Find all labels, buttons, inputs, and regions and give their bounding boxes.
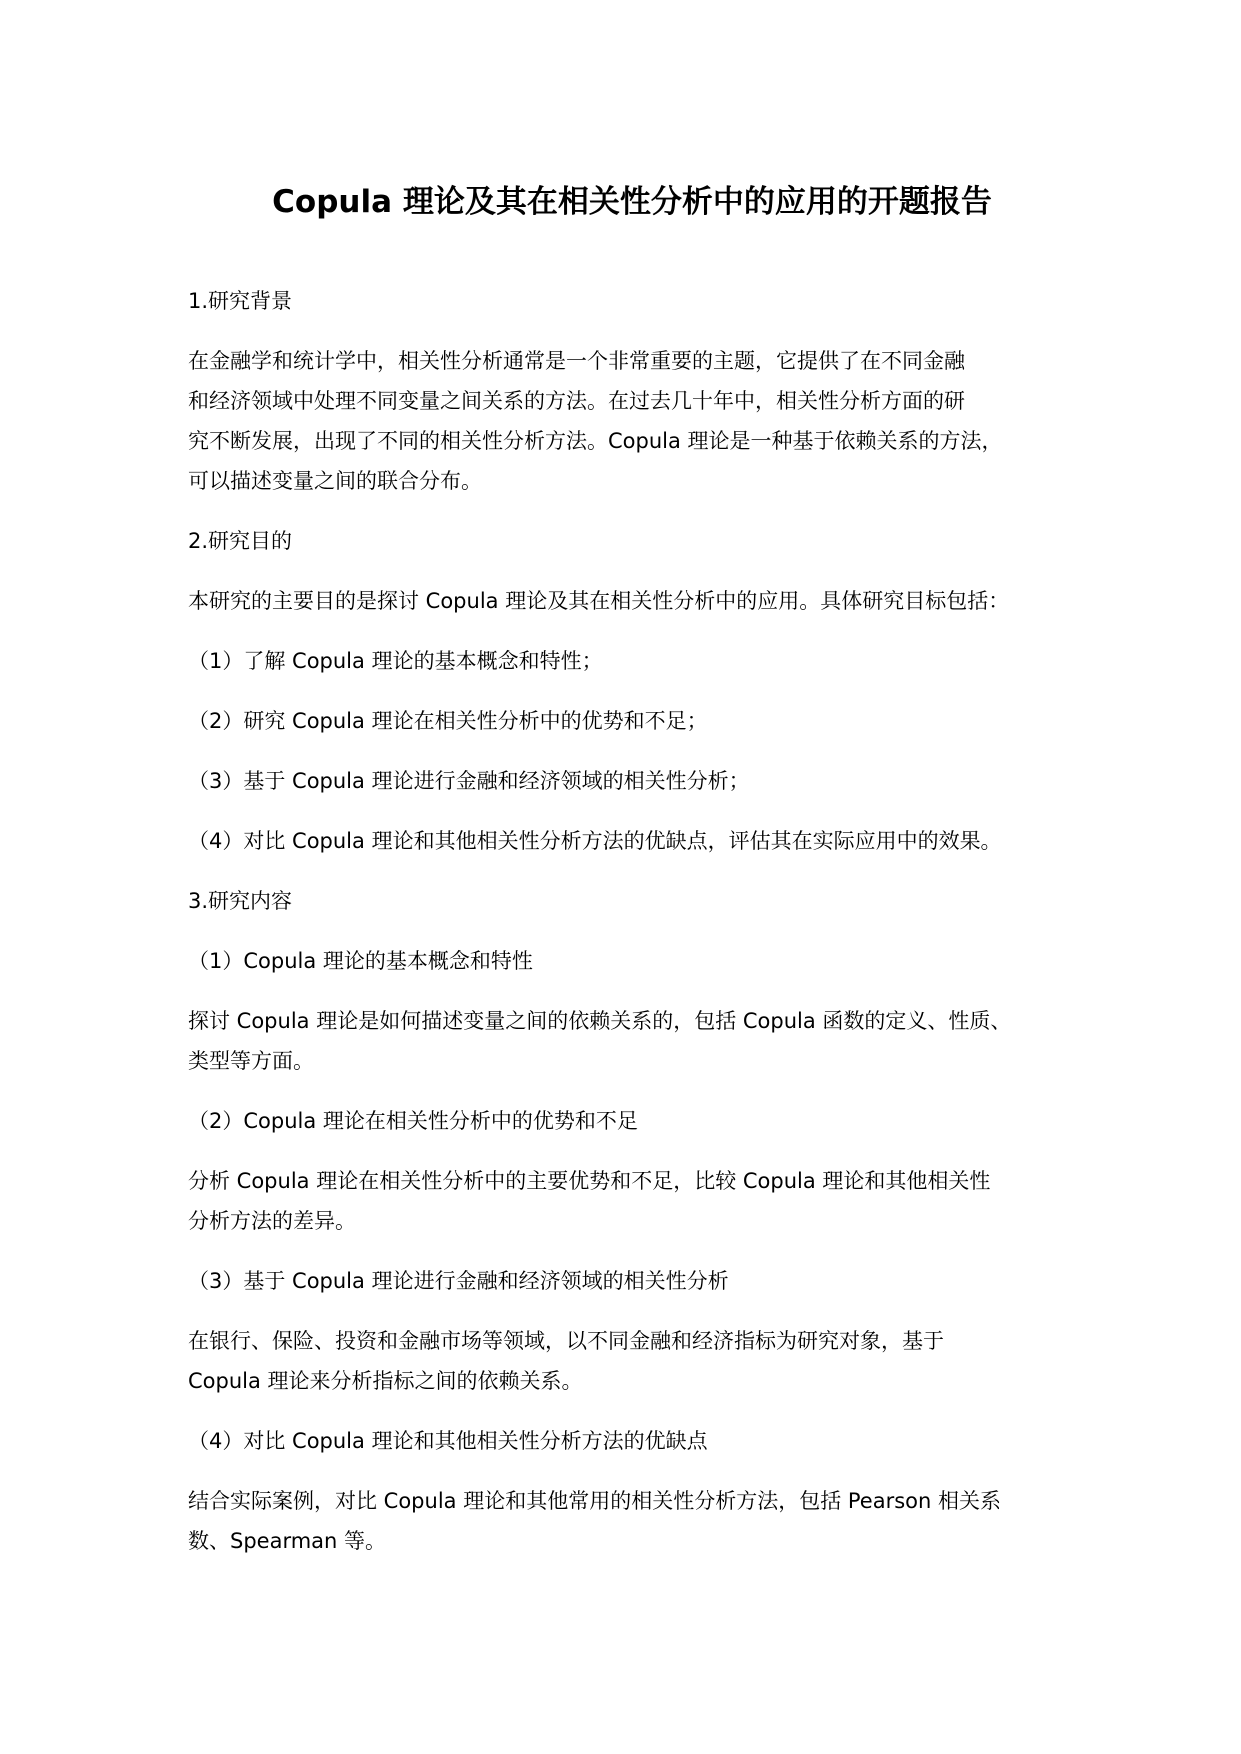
text-line: 2.研究目的 bbox=[188, 529, 293, 553]
section-heading-purpose bbox=[188, 521, 1076, 561]
text-line: （4）对比 Copula 理论和其他相关性分析方法的优缺点，评估其在实际应用中的效果。 bbox=[188, 829, 1002, 853]
text-line: （3）基于 Copula 理论进行金融和经济领域的相关性分析； bbox=[188, 769, 750, 793]
list-item-goal-4 bbox=[188, 821, 1076, 861]
text-line: 探讨 Copula 理论是如何描述变量之间的依赖关系的，包括 Copula 函数的定义、性质、 bbox=[188, 1009, 1012, 1033]
text-line: Copula 理论来分析指标之间的依赖关系。 bbox=[188, 1369, 583, 1393]
list-item-goal-2 bbox=[188, 701, 1076, 741]
subheading-content-2 bbox=[188, 1101, 1076, 1141]
text-line: （2）研究 Copula 理论在相关性分析中的优势和不足； bbox=[188, 709, 708, 733]
paragraph-content-4 bbox=[188, 1481, 1076, 1561]
paragraph-content-3 bbox=[188, 1321, 1076, 1401]
text-line: 分析 Copula 理论在相关性分析中的主要优势和不足，比较 Copula 理论和其他相关性 bbox=[188, 1169, 991, 1193]
section-heading-content bbox=[188, 881, 1076, 921]
text-line: 可以描述变量之间的联合分布。 bbox=[188, 469, 482, 493]
list-item-goal-3 bbox=[188, 761, 1076, 801]
text-line: 在银行、保险、投资和金融市场等领域，以不同金融和经济指标为研究对象，基于 bbox=[188, 1329, 944, 1353]
text-line: 数、Spearman 等。 bbox=[188, 1529, 387, 1553]
section-heading-background bbox=[188, 281, 1076, 321]
paragraph-content-1 bbox=[188, 1001, 1076, 1081]
text-line: （4）对比 Copula 理论和其他相关性分析方法的优缺点 bbox=[188, 1429, 708, 1453]
document-title: Copula 理论及其在相关性分析中的应用的开题报告 bbox=[272, 184, 992, 220]
subheading-content-3 bbox=[188, 1261, 1076, 1301]
subheading-content-1 bbox=[188, 941, 1076, 981]
text-line: （3）基于 Copula 理论进行金融和经济领域的相关性分析 bbox=[188, 1269, 729, 1293]
text-line: 究不断发展，出现了不同的相关性分析方法。Copula 理论是一种基于依赖关系的方法， bbox=[188, 429, 1003, 453]
text-line: （1）了解 Copula 理论的基本概念和特性； bbox=[188, 649, 603, 673]
text-line: 在金融学和统计学中，相关性分析通常是一个非常重要的主题，它提供了在不同金融 bbox=[188, 349, 965, 373]
paragraph-purpose bbox=[188, 581, 1076, 621]
text-line: 3.研究内容 bbox=[188, 889, 293, 913]
text-line: 类型等方面。 bbox=[188, 1049, 314, 1073]
text-line: 1.研究背景 bbox=[188, 289, 293, 313]
subheading-content-4 bbox=[188, 1421, 1076, 1461]
text-line: （2）Copula 理论在相关性分析中的优势和不足 bbox=[188, 1109, 638, 1133]
text-line: 结合实际案例，对比 Copula 理论和其他常用的相关性分析方法，包括 Pearson 相关系 bbox=[188, 1489, 1001, 1513]
document-body bbox=[188, 281, 1076, 1581]
text-line: （1）Copula 理论的基本概念和特性 bbox=[188, 949, 533, 973]
paragraph-background bbox=[188, 341, 1076, 501]
text-line: 和经济领域中处理不同变量之间关系的方法。在过去几十年中，相关性分析方面的研 bbox=[188, 389, 965, 413]
paragraph-content-2 bbox=[188, 1161, 1076, 1241]
text-line: 分析方法的差异。 bbox=[188, 1209, 356, 1233]
list-item-goal-1 bbox=[188, 641, 1076, 681]
text-line: 本研究的主要目的是探讨 Copula 理论及其在相关性分析中的应用。具体研究目标包括： bbox=[188, 589, 1010, 613]
